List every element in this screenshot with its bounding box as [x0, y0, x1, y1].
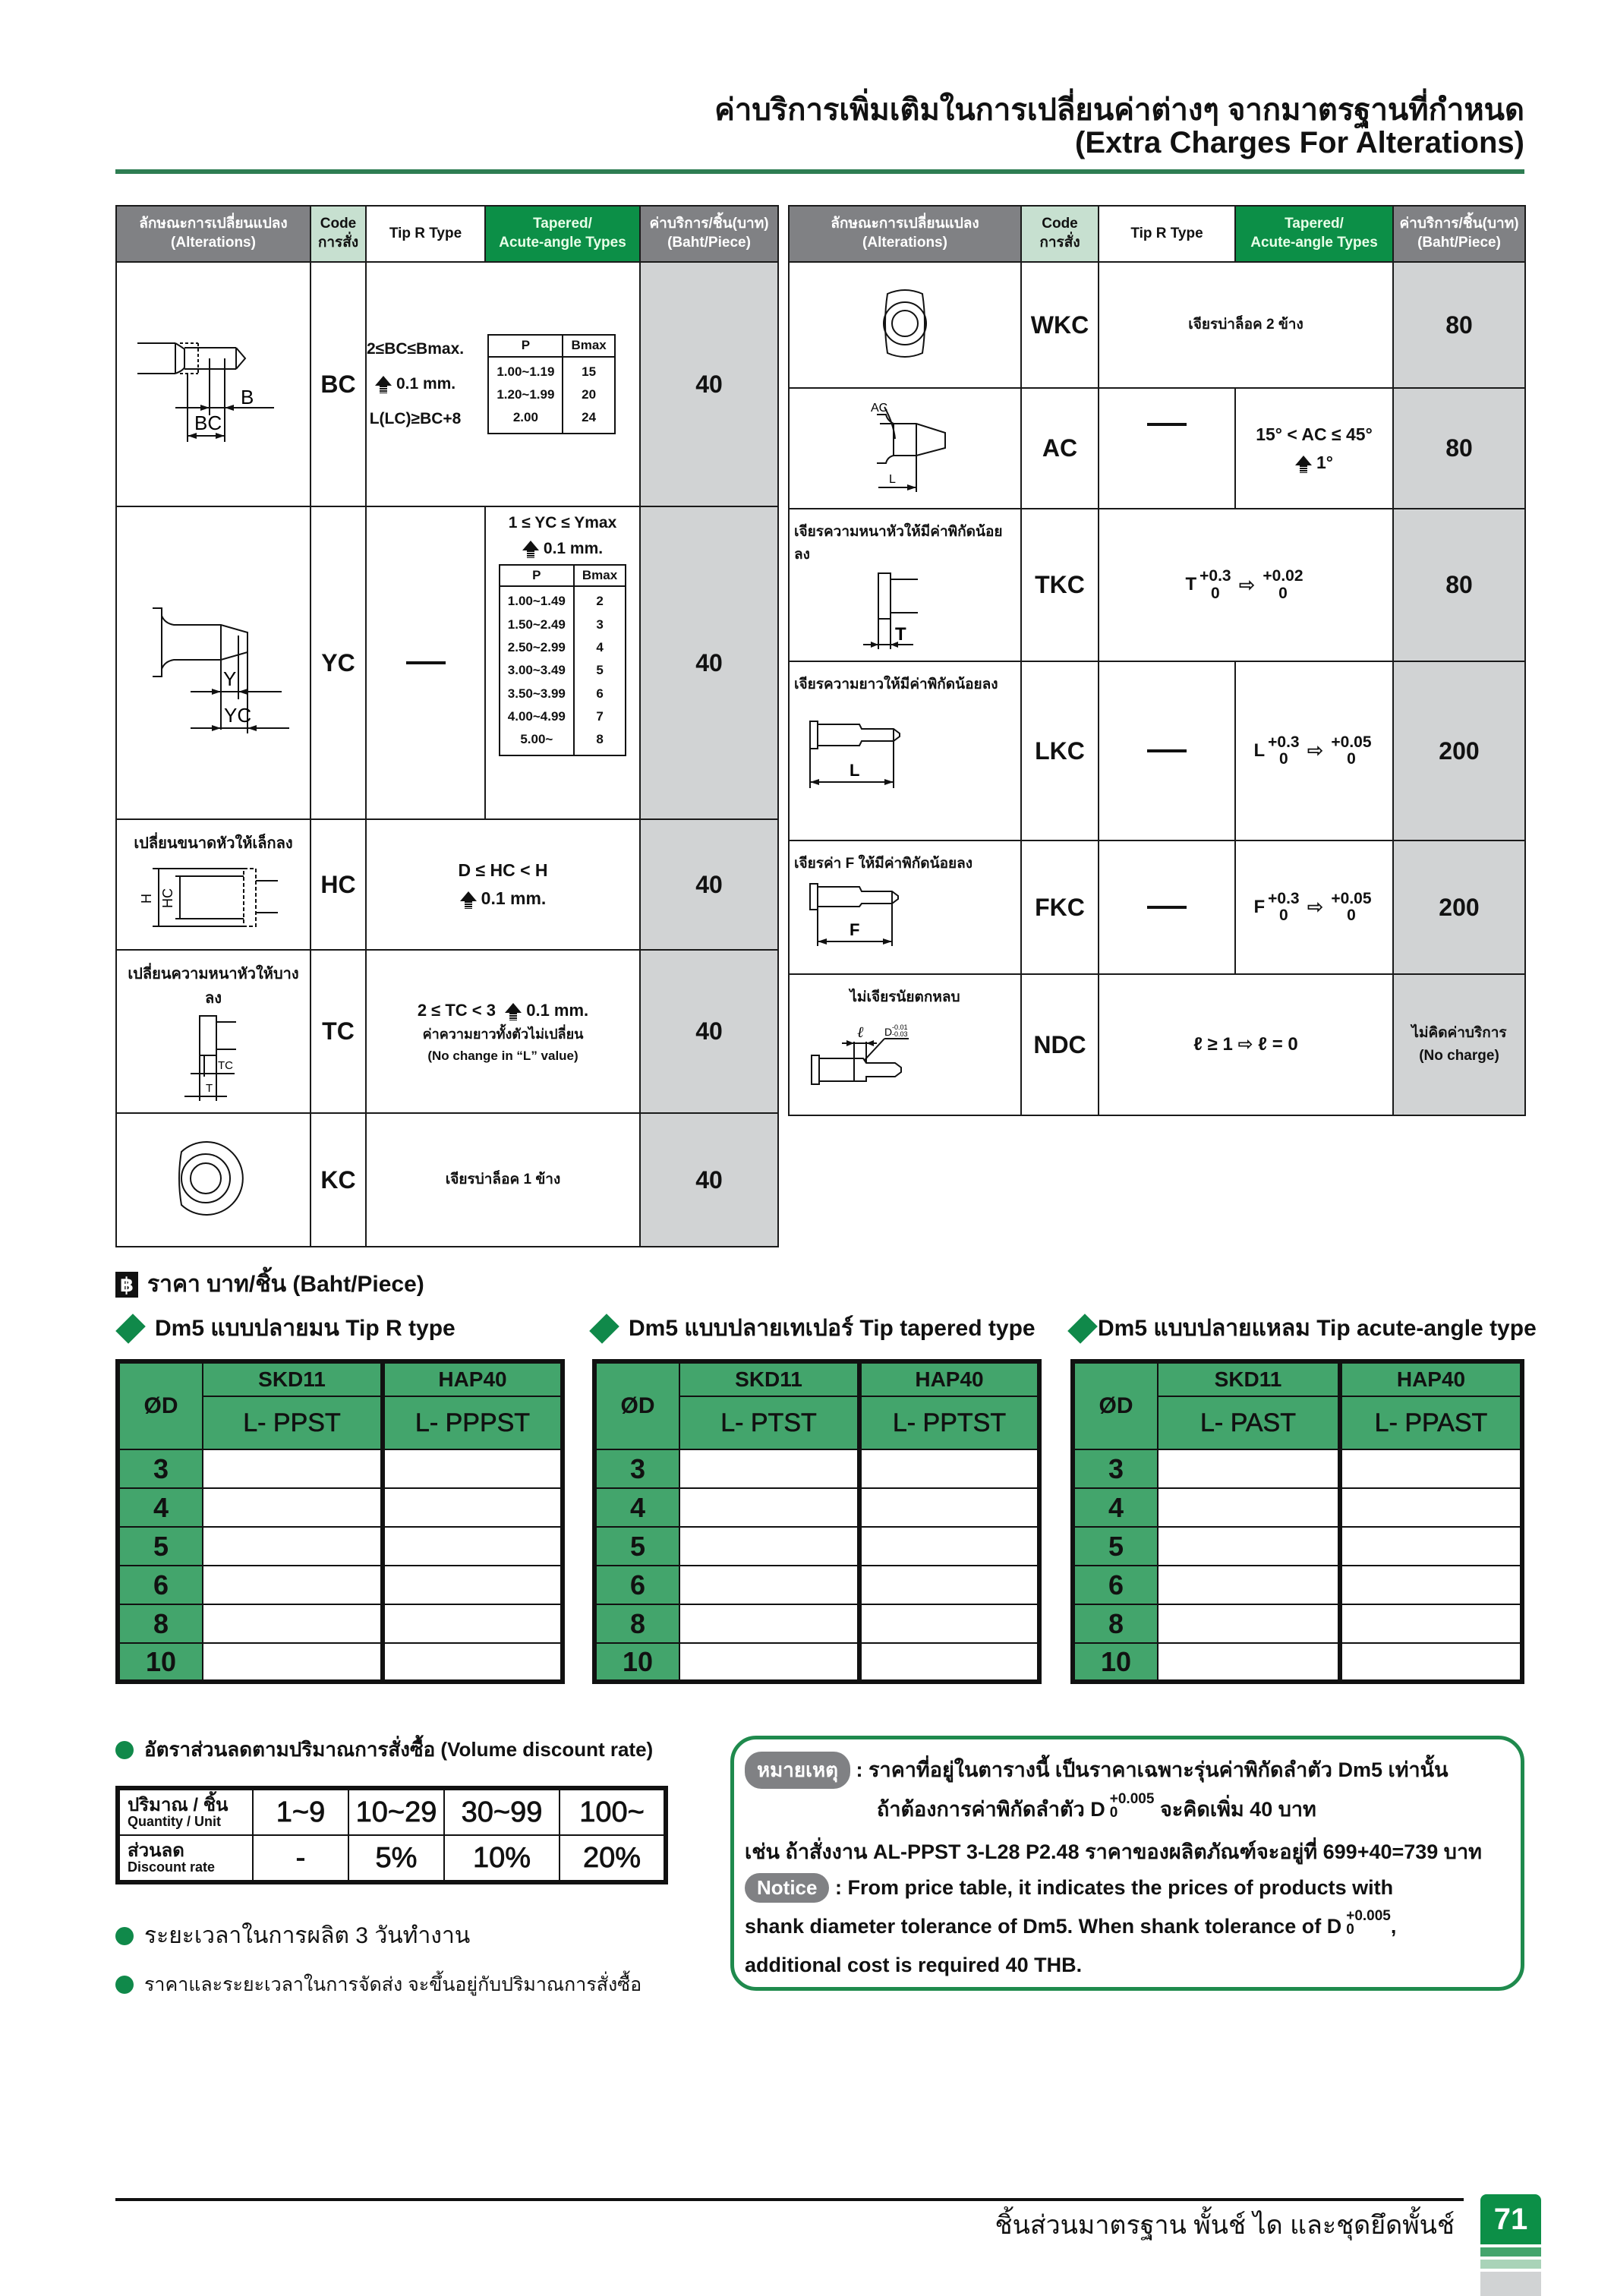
svg-text:H: H — [139, 894, 154, 904]
increment-arrow-icon — [505, 1003, 522, 1013]
tip-acute-angle-type-heading: Dm5 แบบปลายแหลม Tip acute-angle type — [1067, 1310, 1537, 1346]
head-thickness-diagram-icon — [137, 1013, 289, 1104]
table-row-yc — [116, 506, 778, 819]
code-lkc: LKC — [1021, 661, 1099, 840]
hc-diagram: เปลี่ยนขนาดหัวให้เล็กลง H HC — [116, 819, 311, 950]
alterations-table-left — [115, 205, 779, 1247]
material-hap40: HAP40 — [383, 1361, 563, 1396]
price-wkc: 80 — [1393, 262, 1525, 388]
svg-text:BC: BC — [194, 412, 222, 434]
price-ac: 80 — [1393, 388, 1525, 509]
table-row-lkc — [789, 661, 1525, 840]
remark-badge: หมายเหตุ — [745, 1752, 850, 1789]
table-row: 10 — [594, 1643, 1039, 1682]
ac-tip-r-not-applicable — [1099, 388, 1235, 509]
code-ndc: NDC — [1021, 974, 1099, 1115]
table-row-bc — [116, 262, 778, 506]
notice-en-line2: shank diameter tolerance of Dm5. When shank tolerance of D +0.005 0 , — [745, 1908, 1397, 1938]
increment-arrow-icon — [1295, 456, 1312, 465]
dash-icon — [406, 661, 446, 664]
material-skd11: SKD11 — [203, 1361, 383, 1396]
lkc-tip-r-not-applicable — [1099, 661, 1235, 840]
right-arrow-icon: ⇨ — [1307, 895, 1324, 919]
table-row: 4 — [118, 1488, 563, 1527]
lead-time-note: ระยะเวลาในการผลิต 3 วันทำงาน — [115, 1918, 470, 1954]
svg-text:B: B — [241, 386, 254, 408]
tab-strip — [1480, 2260, 1541, 2269]
fkc-diagram: เจียรค่า F ให้มีค่าพิกัดน้อยลง F — [789, 840, 1021, 974]
dash-icon — [1147, 749, 1187, 752]
dash-icon — [1147, 423, 1187, 426]
table-row-wkc — [789, 262, 1525, 388]
bc-spec: 2≤BC≤Bmax. 0.1 mm. L(LC)≥BC+8 P Bmax 1.00~1.19 15 1.20~1.99 20 2.00 24 — [366, 262, 640, 506]
page-number: 71 — [1480, 2194, 1541, 2244]
code-yc: YC — [311, 506, 366, 819]
bc-diagram — [116, 262, 311, 506]
model-skd11: L- PTST — [679, 1396, 859, 1449]
svg-text:ℓ: ℓ — [857, 1023, 864, 1041]
tab-strip — [1480, 2272, 1541, 2296]
price-kc: 40 — [640, 1113, 778, 1247]
code-ac: AC — [1021, 388, 1099, 509]
model-hap40: L- PPPST — [383, 1396, 563, 1449]
right-arrow-icon: ⇨ — [1238, 572, 1256, 596]
thickness-tolerance-diagram-icon — [795, 569, 1015, 652]
increment-arrow-icon — [460, 891, 477, 901]
price-section-heading: ฿ ราคา บาท/ชิ้น (Baht/Piece) — [115, 1266, 424, 1302]
dash-icon — [1147, 906, 1187, 909]
material-hap40: HAP40 — [1340, 1361, 1522, 1396]
model-skd11: L- PPST — [203, 1396, 383, 1449]
increment-arrow-icon — [375, 376, 392, 386]
pin-shoulder-diagram-icon — [122, 267, 304, 495]
table-row: 8 — [594, 1604, 1039, 1643]
tab-strip — [1480, 2247, 1541, 2257]
price-lkc: 200 — [1393, 661, 1525, 840]
table-row: 8 — [1073, 1604, 1522, 1643]
kc-spec: เจียรบ่าล็อค 1 ข้าง — [366, 1113, 640, 1247]
diamond-bullet-icon — [1067, 1314, 1098, 1344]
od-header: ØD — [1073, 1361, 1158, 1449]
notice-th-line3: เช่น ถ้าสั่งงาน AL-PPST 3-L28 P2.48 ราคาของผลิตภัณฑ์จะอยู่ที่ 699+40=739 บาท — [745, 1840, 1482, 1863]
double-key-flat-diagram-icon — [795, 282, 1015, 365]
table-row-ac — [789, 388, 1525, 509]
svg-text:D: D — [884, 1026, 893, 1038]
price-table-tip-r — [115, 1359, 565, 1684]
price-yc: 40 — [640, 506, 778, 819]
material-skd11: SKD11 — [679, 1361, 859, 1396]
svg-text:AC: AC — [871, 402, 888, 415]
col-tip-r: Tip R Type — [1099, 206, 1235, 262]
table-header-row — [116, 206, 778, 262]
col-price: ค่าบริการ/ชิ้น(บาท) (Baht/Piece) — [1393, 206, 1525, 262]
price-ndc: ไม่คิดค่าบริการ (No charge) — [1393, 974, 1525, 1115]
svg-text:L: L — [889, 473, 896, 486]
bullet-dot-icon — [115, 1927, 134, 1945]
ndc-diagram: ไม่เจียรนัยตกหลบ ℓ D -0.01 -0.03 — [789, 974, 1021, 1115]
yc-bmax-table: P Bmax 1.00~1.49 2 1.50~2.49 3 2.50~2.99 4 3.00~3.49 5 3.50~3.99 6 4.00~4.99 7 5.00~ 8 — [499, 564, 626, 756]
col-alterations: ลักษณะการเปลี่ยนแปลง (Alterations) — [116, 206, 311, 262]
col-alterations: ลักษณะการเปลี่ยนแปลง (Alterations) — [789, 206, 1021, 262]
bc-bmax-table: P Bmax 1.00~1.19 15 1.20~1.99 20 2.00 24 — [487, 334, 615, 434]
fkc-tip-r-not-applicable — [1099, 840, 1235, 974]
diamond-bullet-icon — [589, 1314, 619, 1344]
delivery-note: ราคาและระยะเวลาในการจัดส่ง จะขึ้นอยู่กับปริมาณการสั่งซื้อ — [115, 1970, 642, 2000]
table-row-kc — [116, 1113, 778, 1247]
footer-section-title: ชิ้นส่วนมาตรฐาน พั้นช์ ได และชุดยึดพั้นช์ — [995, 2211, 1455, 2240]
table-row: 10 — [118, 1643, 563, 1682]
page-tab — [1480, 2194, 1541, 2296]
col-tip-r: Tip R Type — [366, 206, 485, 262]
undercut-diagram-icon — [795, 1011, 1015, 1102]
length-tolerance-diagram-icon — [795, 699, 1015, 805]
svg-text:T: T — [206, 1082, 213, 1095]
tapered-tip-diagram-icon — [122, 547, 304, 775]
code-tkc: TKC — [1021, 509, 1099, 661]
yc-spec: 1 ≤ YC ≤ Ymax 0.1 mm. P Bmax 1.00~1.49 2 1.50~2.49 3 2.50~2.99 4 3.00~3.49 5 3.50~3.99 6 4.00~4.99 7 5.00~ 8 — [485, 506, 640, 819]
notice-badge: Notice — [745, 1873, 829, 1903]
tkc-diagram: เจียรความหนาหัวให้มีค่าพิกัดน้อยลง T — [789, 509, 1021, 661]
table-row-tkc — [789, 509, 1525, 661]
wkc-spec: เจียรบ่าล็อค 2 ข้าง — [1099, 262, 1393, 388]
table-row-tc — [116, 950, 778, 1113]
svg-text:F: F — [850, 920, 860, 939]
single-key-flat-diagram-icon — [122, 1137, 304, 1220]
discount-label: ส่วนลด Discount rate — [118, 1835, 253, 1882]
model-hap40: L- PPAST — [1340, 1396, 1522, 1449]
od-header: ØD — [594, 1361, 679, 1449]
table-row: 4 — [594, 1488, 1039, 1527]
model-skd11: L- PAST — [1158, 1396, 1340, 1449]
table-row: 5 — [1073, 1527, 1522, 1566]
baht-icon: ฿ — [115, 1272, 138, 1298]
acute-angle-diagram-icon — [795, 393, 1015, 500]
svg-text:TC: TC — [218, 1059, 233, 1072]
fkc-tolerance: F +0.3 0 ⇨ +0.05 0 — [1235, 840, 1393, 974]
notice-th-line1: หมายเหตุ : ราคาที่อยู่ในตารางนี้ เป็นราคาเฉพาะรุ่นค่าพิกัดลำตัว Dm5 เท่านั้น — [745, 1752, 1449, 1789]
table-row: 6 — [594, 1566, 1039, 1604]
material-skd11: SKD11 — [1158, 1361, 1340, 1396]
increment-arrow-icon — [522, 541, 539, 550]
col-tapered: Tapered/ Acute-angle Types — [1235, 206, 1393, 262]
f-dimension-diagram-icon — [795, 878, 1015, 961]
od-header: ØD — [118, 1361, 203, 1449]
table-header-row — [789, 206, 1525, 262]
svg-text:YC: YC — [224, 703, 252, 727]
svg-text:-0.01: -0.01 — [892, 1023, 908, 1031]
discount-row: ส่วนลด Discount rate - 5% 10% 20% — [118, 1835, 666, 1882]
tip-tapered-type-heading: Dm5 แบบปลายเทเปอร์ Tip tapered type — [589, 1310, 1036, 1346]
table-row-fkc — [789, 840, 1525, 974]
volume-discount-heading: อัตราส่วนลดตามปริมาณการสั่งซื้อ (Volume discount rate) — [115, 1734, 653, 1765]
hc-spec: D ≤ HC < H 0.1 mm. — [366, 819, 640, 950]
bullet-dot-icon — [115, 1976, 134, 1994]
code-fkc: FKC — [1021, 840, 1099, 974]
tc-diagram: เปลี่ยนความหนาหัวให้บางลง TC T — [116, 950, 311, 1113]
price-hc: 40 — [640, 819, 778, 950]
col-code: Code การสั่ง — [1021, 206, 1099, 262]
title-divider — [115, 169, 1524, 174]
page-title-thai: ค่าบริการเพิ่มเติมในการเปลี่ยนค่าต่างๆ จากมาตรฐานที่กำหนด — [714, 93, 1524, 127]
right-arrow-icon: ⇨ — [1307, 739, 1324, 762]
price-tc: 40 — [640, 950, 778, 1113]
code-hc: HC — [311, 819, 366, 950]
price-table-tip-acute-angle — [1070, 1359, 1524, 1684]
table-row: 5 — [594, 1527, 1039, 1566]
ac-diagram — [789, 388, 1021, 509]
col-price: ค่าบริการ/ชิ้น(บาท) (Baht/Piece) — [640, 206, 778, 262]
alterations-table-right — [788, 205, 1526, 1116]
tc-spec: 2 ≤ TC < 3 0.1 mm. ค่าความยาวทั้งตัวไม่เปลี่ยน (No change in “L” value) — [366, 950, 640, 1113]
code-tc: TC — [311, 950, 366, 1113]
table-row: 6 — [1073, 1566, 1522, 1604]
lkc-tolerance: L +0.3 0 ⇨ +0.05 0 — [1235, 661, 1393, 840]
material-hap40: HAP40 — [859, 1361, 1039, 1396]
code-bc: BC — [311, 262, 366, 506]
svg-text:T: T — [895, 624, 906, 645]
table-row: 6 — [118, 1566, 563, 1604]
table-row: 3 — [118, 1449, 563, 1488]
svg-text:HC: HC — [160, 888, 175, 908]
col-code: Code การสั่ง — [311, 206, 366, 262]
notice-en-line3: additional cost is required 40 THB. — [745, 1954, 1083, 1976]
table-row-ndc — [789, 974, 1525, 1115]
model-hap40: L- PPTST — [859, 1396, 1039, 1449]
head-size-diagram-icon — [137, 858, 289, 934]
bullet-dot-icon — [115, 1741, 134, 1759]
page-title-english: (Extra Charges For Alterations) — [1075, 126, 1524, 159]
svg-text:L: L — [850, 761, 860, 780]
ndc-spec: ℓ ≥ 1 ⇨ ℓ = 0 — [1099, 974, 1393, 1115]
price-table-tip-tapered — [592, 1359, 1042, 1684]
svg-text:-0.03: -0.03 — [892, 1030, 908, 1038]
price-fkc: 200 — [1393, 840, 1525, 974]
tip-r-type-heading: Dm5 แบบปลายมน Tip R type — [115, 1310, 456, 1346]
quantity-row: ปริมาณ / ชิ้น Quantity / Unit 1~9 10~29 30~99 100~ — [118, 1788, 666, 1835]
table-row: 5 — [118, 1527, 563, 1566]
volume-discount-table — [115, 1786, 668, 1884]
footer-divider — [115, 2198, 1464, 2201]
svg-text:Y: Y — [223, 667, 237, 690]
table-row: 3 — [594, 1449, 1039, 1488]
yc-tip-r-not-applicable — [366, 506, 485, 819]
wkc-diagram — [789, 262, 1021, 388]
price-tkc: 80 — [1393, 509, 1525, 661]
quantity-label: ปริมาณ / ชิ้น Quantity / Unit — [118, 1788, 253, 1835]
table-row: 8 — [118, 1604, 563, 1643]
diamond-bullet-icon — [115, 1314, 146, 1344]
notice-box — [730, 1736, 1524, 1991]
yc-diagram — [116, 506, 311, 819]
col-tapered: Tapered/ Acute-angle Types — [485, 206, 640, 262]
table-row: 3 — [1073, 1449, 1522, 1488]
tkc-tolerance: T +0.3 0 ⇨ +0.02 0 — [1099, 509, 1393, 661]
lkc-diagram: เจียรความยาวให้มีค่าพิกัดน้อยลง L — [789, 661, 1021, 840]
code-wkc: WKC — [1021, 262, 1099, 388]
ac-spec: 15° < AC ≤ 45° 1° — [1235, 388, 1393, 509]
notice-th-line2: ถ้าต้องการค่าพิกัดลำตัว D +0.005 0 จะคิดเพิ่ม 40 บาท — [877, 1790, 1316, 1821]
code-kc: KC — [311, 1113, 366, 1247]
table-row: 10 — [1073, 1643, 1522, 1682]
kc-diagram — [116, 1113, 311, 1247]
table-row-hc — [116, 819, 778, 950]
notice-en-line1: Notice : From price table, it indicates the prices of products with — [745, 1873, 1393, 1903]
table-row: 4 — [1073, 1488, 1522, 1527]
price-bc: 40 — [640, 262, 778, 506]
